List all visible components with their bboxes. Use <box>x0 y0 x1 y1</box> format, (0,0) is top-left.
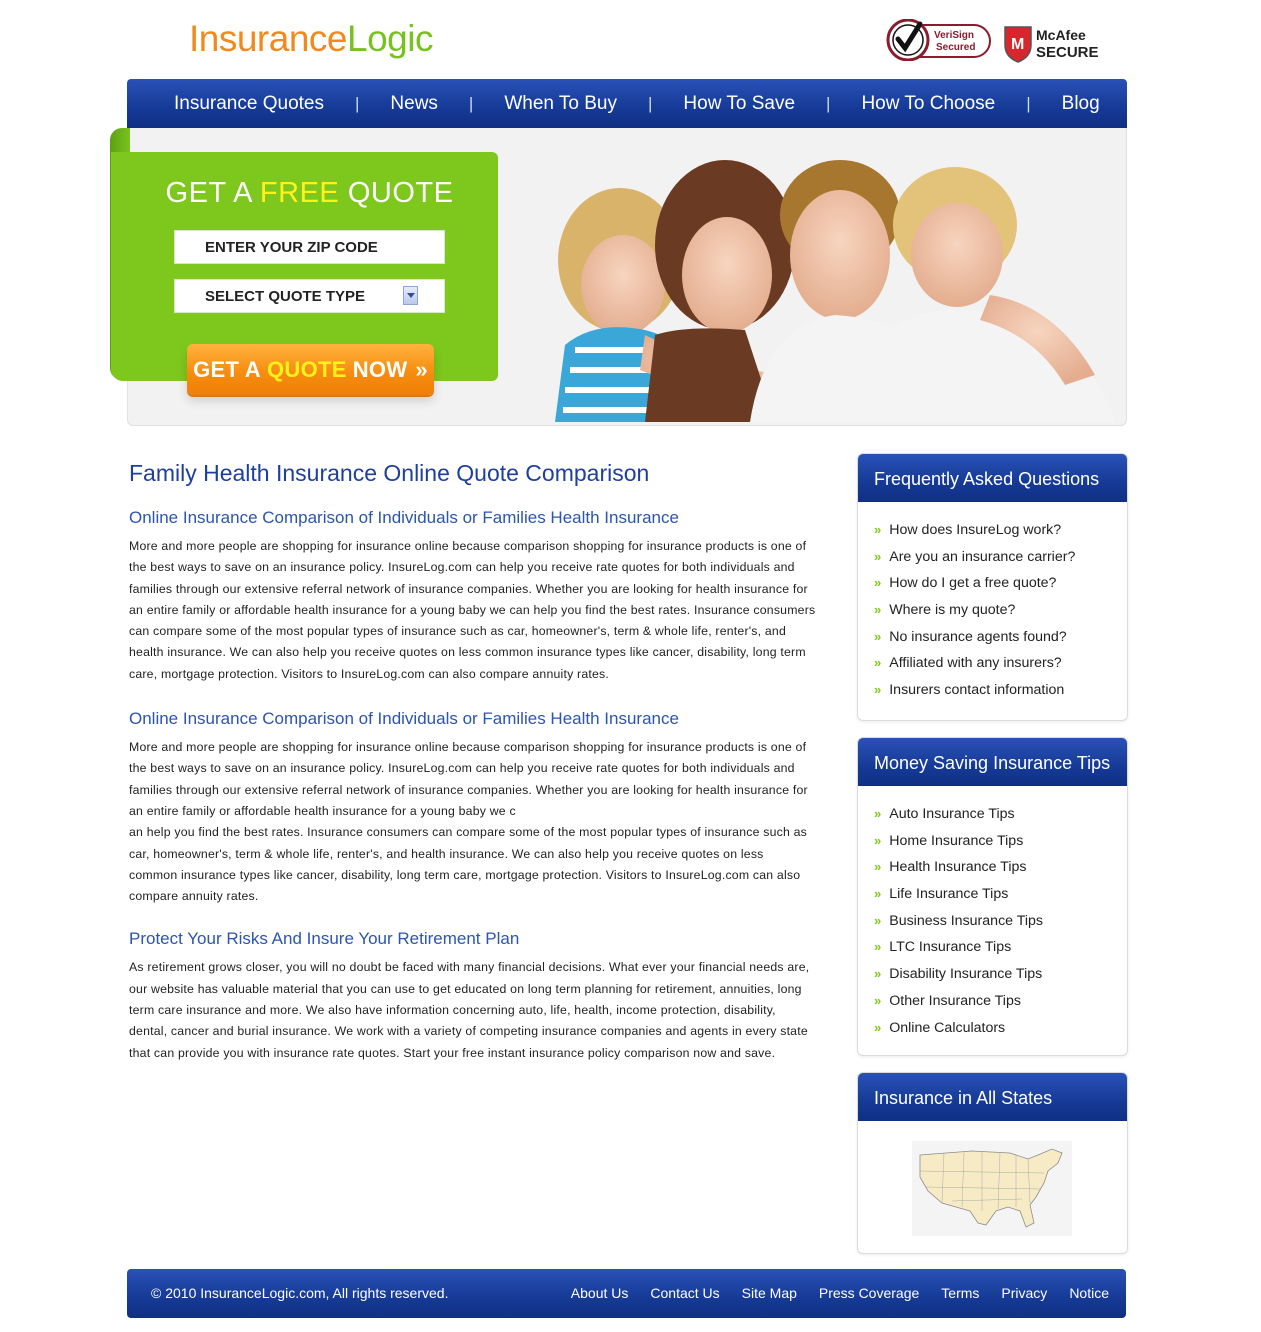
tips-item[interactable] <box>874 801 1127 828</box>
quote-title-pre: GET A <box>165 177 252 209</box>
get-quote-button[interactable] <box>187 344 434 395</box>
main-nav <box>127 79 1127 128</box>
body-line: compare annuity rates. <box>129 889 259 904</box>
chevron-right-icon: » <box>874 939 880 955</box>
tips-title: Money Saving Insurance Tips <box>858 738 1127 786</box>
body-line: As retirement grows closer, you will no doubt be faced with many financial decisions. What ever your financial needs are, <box>129 960 810 975</box>
dropdown-arrow-icon[interactable] <box>403 286 418 305</box>
faq-box <box>857 453 1128 721</box>
quote-title-free: FREE <box>259 177 340 209</box>
logo-part-insurance: Insurance <box>189 18 347 59</box>
footer-link-press[interactable]: Press Coverage <box>818 1285 920 1301</box>
body-line: health insurance. We can also help you receive quotes on less common insurance types like cancer, disability, long term <box>129 645 806 660</box>
chevron-right-icon: » <box>874 859 880 875</box>
tips-item-label: Auto Insurance Tips <box>889 806 1015 822</box>
body-line: families through our extensive referral network of insurance companies. Whether you are looking for health insurance for <box>129 782 808 797</box>
faq-item-label: How does InsureLog work? <box>889 522 1062 538</box>
section-heading-2: Online Insurance Comparison of Individuals or Families Health Insurance <box>129 709 679 729</box>
chevron-right-icon: » <box>874 1019 880 1035</box>
body-line: our website has valuable material that you can use to get educated on long term planning for retirement, annuities, long <box>129 981 802 996</box>
faq-item-label: No insurance agents found? <box>889 628 1067 645</box>
tips-item[interactable] <box>874 1015 1127 1042</box>
chevron-right-icon: » <box>874 966 880 982</box>
tips-item-label: Online Calculators <box>889 1019 1006 1036</box>
tips-item[interactable] <box>874 881 1127 908</box>
body-line: More and more people are shopping for insurance online because comparison shopping for insurance products is one of <box>129 539 807 553</box>
section-body-2 <box>129 737 831 907</box>
svg-text:M: M <box>1011 36 1025 53</box>
body-line: the best ways to save on an insurance policy. InsureLog.com can help you receive rate quotes for both individuals and <box>129 761 795 776</box>
chevron-right-icon: » <box>874 886 880 902</box>
tips-item-label: LTC Insurance Tips <box>889 939 1012 956</box>
chevron-right-icon: » <box>874 992 880 1008</box>
body-line: common insurance types like cancer, disability, long term care, mortgage protection. Visitors to InsureLog.com can also <box>129 867 801 882</box>
quote-button-highlight: QUOTE <box>266 356 347 382</box>
logo-part-logic: Logic <box>347 18 433 59</box>
verisign-text-2: Secured <box>936 42 976 53</box>
nav-insurance-quotes[interactable]: Insurance Quotes <box>174 92 324 114</box>
body-line: dental, cancer and burial insurance. We work with a variety of competing insurance companies and agents in every state <box>129 1024 808 1039</box>
page-title: Family Health Insurance Online Quote Comparison <box>129 460 650 486</box>
tips-item-label: Other Insurance Tips <box>889 992 1021 1009</box>
footer-links <box>549 1285 1109 1301</box>
faq-item-label: Where is my quote? <box>889 602 1016 619</box>
body-line: that can provide you with insurance rate quotes. Start your free instant insurance policy comparison now and save. <box>129 1045 776 1060</box>
nav-separator: | <box>354 93 360 113</box>
faq-title: Frequently Asked Questions <box>858 454 1127 502</box>
body-line: care, mortgage protection. Visitors to InsureLog.com can also compare annuity rates. <box>129 666 609 681</box>
section-body-1 <box>129 536 831 685</box>
tips-item-label: Life Insurance Tips <box>889 886 1009 903</box>
chevron-right-icon: » <box>874 522 880 537</box>
quote-button-pre: GET A <box>193 356 261 382</box>
faq-item[interactable] <box>874 544 1127 571</box>
footer-link-contact[interactable]: Contact Us <box>650 1285 720 1301</box>
chevron-right-icon: » <box>874 806 880 821</box>
tips-item[interactable] <box>874 908 1127 935</box>
section-body-3 <box>129 957 831 1063</box>
double-chevron-icon: » <box>415 356 428 382</box>
body-line: can compare some of the most popular types of insurance such as car, homeowner's, term & whole life, renter's, and <box>129 624 786 639</box>
section-heading-3: Protect Your Risks And Insure Your Retirement Plan <box>129 929 520 949</box>
faq-item[interactable] <box>874 677 1127 704</box>
chevron-right-icon: » <box>874 832 880 848</box>
tips-item-label: Health Insurance Tips <box>889 859 1027 876</box>
chevron-right-icon: » <box>874 912 880 928</box>
tips-list <box>858 786 1127 1041</box>
states-box <box>857 1072 1128 1254</box>
body-line: families through our extensive referral network of insurance companies. Whether you are looking for health insurance for <box>129 581 808 596</box>
chevron-right-icon: » <box>874 682 880 698</box>
nav-news[interactable]: News <box>390 92 438 114</box>
body-line: the best ways to save on an insurance policy. InsureLog.com can help you receive rate quotes for both individuals and <box>129 560 795 575</box>
body-line: an help you find the best rates. Insurance consumers can compare some of the most popular types of insurance such as <box>129 825 808 840</box>
mcafee-secure-icon <box>1002 23 1102 63</box>
states-title: Insurance in All States <box>858 1073 1127 1121</box>
tips-item[interactable] <box>874 854 1127 881</box>
section-heading-1: Online Insurance Comparison of Individuals or Families Health Insurance <box>129 508 679 527</box>
nav-separator: | <box>648 93 653 113</box>
nav-how-to-save[interactable]: How To Save <box>683 92 796 114</box>
nav-separator: | <box>826 93 831 113</box>
faq-item[interactable] <box>874 517 1127 544</box>
footer-link-notice[interactable]: Notice <box>1069 1285 1109 1301</box>
zip-code-input[interactable]: ENTER YOUR ZIP CODE <box>174 230 445 264</box>
body-line: an entire family or affordable health insurance for a young baby we can help you find the best rates. Insurance consumers <box>129 602 816 617</box>
family-photo <box>535 135 1120 422</box>
copyright-text: © 2010 InsuranceLogic.com, All rights reserved. <box>151 1285 449 1301</box>
quote-type-select[interactable] <box>174 279 445 313</box>
faq-list <box>858 502 1127 704</box>
trust-badges <box>886 15 1101 67</box>
footer-link-sitemap[interactable]: Site Map <box>741 1285 797 1301</box>
tips-item-label: Home Insurance Tips <box>889 832 1024 849</box>
footer-link-terms[interactable]: Terms <box>941 1285 980 1301</box>
mcafee-text-2: SECURE <box>1036 44 1099 61</box>
tips-item[interactable] <box>874 961 1127 988</box>
nav-how-to-choose[interactable]: How To Choose <box>861 92 996 114</box>
site-footer <box>127 1269 1126 1318</box>
faq-item-label: Affiliated with any insurers? <box>889 655 1062 672</box>
us-map-icon[interactable] <box>912 1141 1072 1236</box>
footer-link-about[interactable]: About Us <box>570 1285 629 1301</box>
tips-item[interactable] <box>874 828 1127 855</box>
quote-type-value: SELECT QUOTE TYPE <box>205 288 366 305</box>
tips-box <box>857 737 1128 1056</box>
tips-item-label: Business Insurance Tips <box>889 912 1044 929</box>
nav-blog[interactable]: Blog <box>1061 92 1100 114</box>
nav-when-to-buy[interactable]: When To Buy <box>504 92 617 114</box>
faq-item-label: How do I get a free quote? <box>889 575 1057 592</box>
faq-item[interactable] <box>874 570 1127 597</box>
tips-item[interactable] <box>874 988 1127 1015</box>
tips-item-label: Disability Insurance Tips <box>889 966 1043 983</box>
faq-item-label: Insurers contact information <box>889 682 1065 699</box>
verisign-seal-icon <box>886 19 992 61</box>
chevron-right-icon: » <box>874 655 880 671</box>
mcafee-text-1: McAfee <box>1036 27 1086 43</box>
main-content <box>129 460 831 1064</box>
tips-item[interactable] <box>874 934 1127 961</box>
quote-title-post: QUOTE <box>347 177 454 209</box>
chevron-right-icon: » <box>874 548 880 564</box>
faq-item[interactable] <box>874 597 1127 624</box>
verisign-text-1: VeriSign <box>934 30 975 41</box>
chevron-right-icon: » <box>874 575 880 591</box>
nav-separator: | <box>468 93 474 113</box>
site-logo[interactable] <box>189 18 433 60</box>
footer-link-privacy[interactable]: Privacy <box>1001 1285 1048 1301</box>
nav-separator: | <box>1026 93 1031 113</box>
body-line: car, homeowner's, term & whole life, renter's, and health insurance. We can also help you receive quotes on less <box>129 846 764 861</box>
faq-item[interactable] <box>874 624 1127 651</box>
quote-button-post: NOW <box>352 356 408 382</box>
faq-item-label: Are you an insurance carrier? <box>889 548 1076 565</box>
chevron-right-icon: » <box>874 602 880 618</box>
faq-item[interactable] <box>874 650 1127 677</box>
chevron-right-icon: » <box>874 628 880 644</box>
body-line: More and more people are shopping for insurance online because comparison shopping for insurance products is one of <box>129 740 807 755</box>
body-line: an entire family or affordable health insurance for a young baby we c <box>129 803 516 818</box>
body-line: term care insurance and more. We also have information concerning auto, life, health, income protection, disability, <box>129 1003 776 1018</box>
free-quote-title <box>111 177 508 210</box>
